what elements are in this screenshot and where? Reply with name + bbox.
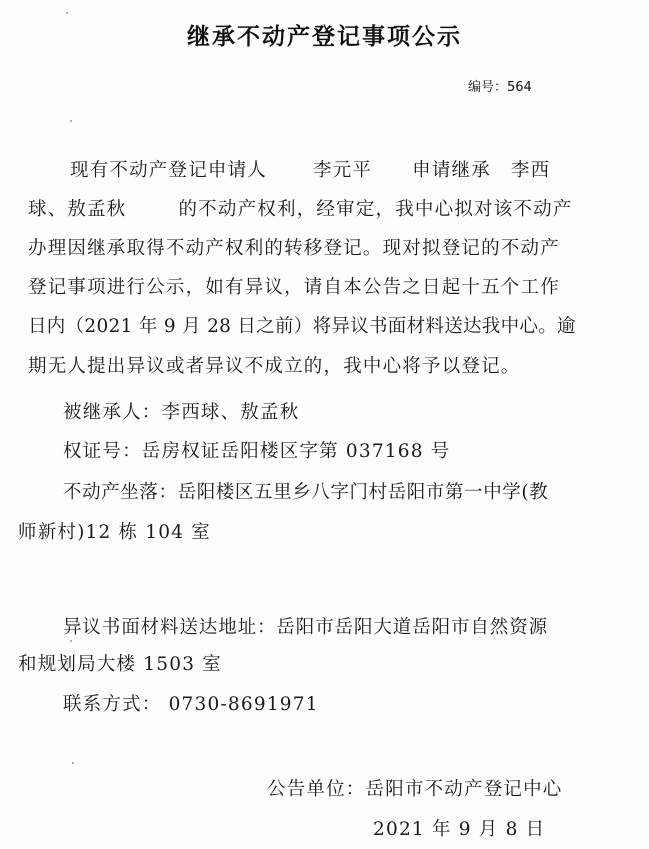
certificate-line: 权证号：岳房权证岳阳楼区字第 037168 号 xyxy=(63,441,451,462)
intro-line-5: 日内（2021 年 9 月 28 日之前）将异议书面材料送达我中心。逾 xyxy=(28,316,576,337)
scan-speck xyxy=(70,120,72,122)
scan-speck xyxy=(66,12,68,14)
intro-line-1 xyxy=(70,156,550,182)
document-title: 继承不动产登记事项公示 xyxy=(187,24,462,50)
address-line-2: 和规划局大楼 1503 室 xyxy=(18,654,222,675)
intro-line-4: 登记事项进行公示，如有异议，请自本公告之日起十五个工作 xyxy=(28,277,560,298)
decedent-line: 被继承人：李西球、敖孟秋 xyxy=(63,402,300,423)
location-line-1: 不动产坐落：岳阳楼区五里乡八字门村岳阳市第一中学(教 xyxy=(63,482,549,503)
decedent-name-rest: 球、敖孟秋 xyxy=(28,199,127,220)
inherit-label: 申请继承 xyxy=(412,160,491,181)
intro-line-2 xyxy=(28,195,573,221)
applicant-name: 李元平 xyxy=(313,160,373,181)
address-line-1: 异议书面材料送达地址：岳阳市岳阳大道岳阳市自然资源 xyxy=(63,617,549,638)
intro-line-6: 期无人提出异议或者异议不成立的，我中心将予以登记。 xyxy=(28,356,521,377)
intro-line-3: 办理因继承取得不动产权利的转移登记。现对拟登记的不动产 xyxy=(28,238,560,259)
document-number: 编号：564 xyxy=(468,80,532,95)
contact-line: 联系方式： 0730-8691971 xyxy=(63,694,319,715)
location-line-2: 师新村)12 栋 104 室 xyxy=(18,522,212,543)
intro-line-1-text: 现有不动产登记申请人 xyxy=(70,160,268,181)
scan-speck xyxy=(72,762,74,764)
scan-speck xyxy=(70,640,72,642)
issuer-line: 公告单位：岳阳市不动产登记中心 xyxy=(267,779,563,800)
issue-date: 2021 年 9 月 8 日 xyxy=(373,819,546,840)
intro-line-2-text: 的不动产权利，经审定，我中心拟对该不动产 xyxy=(178,199,573,220)
decedent-name-part: 李西 xyxy=(510,160,551,181)
